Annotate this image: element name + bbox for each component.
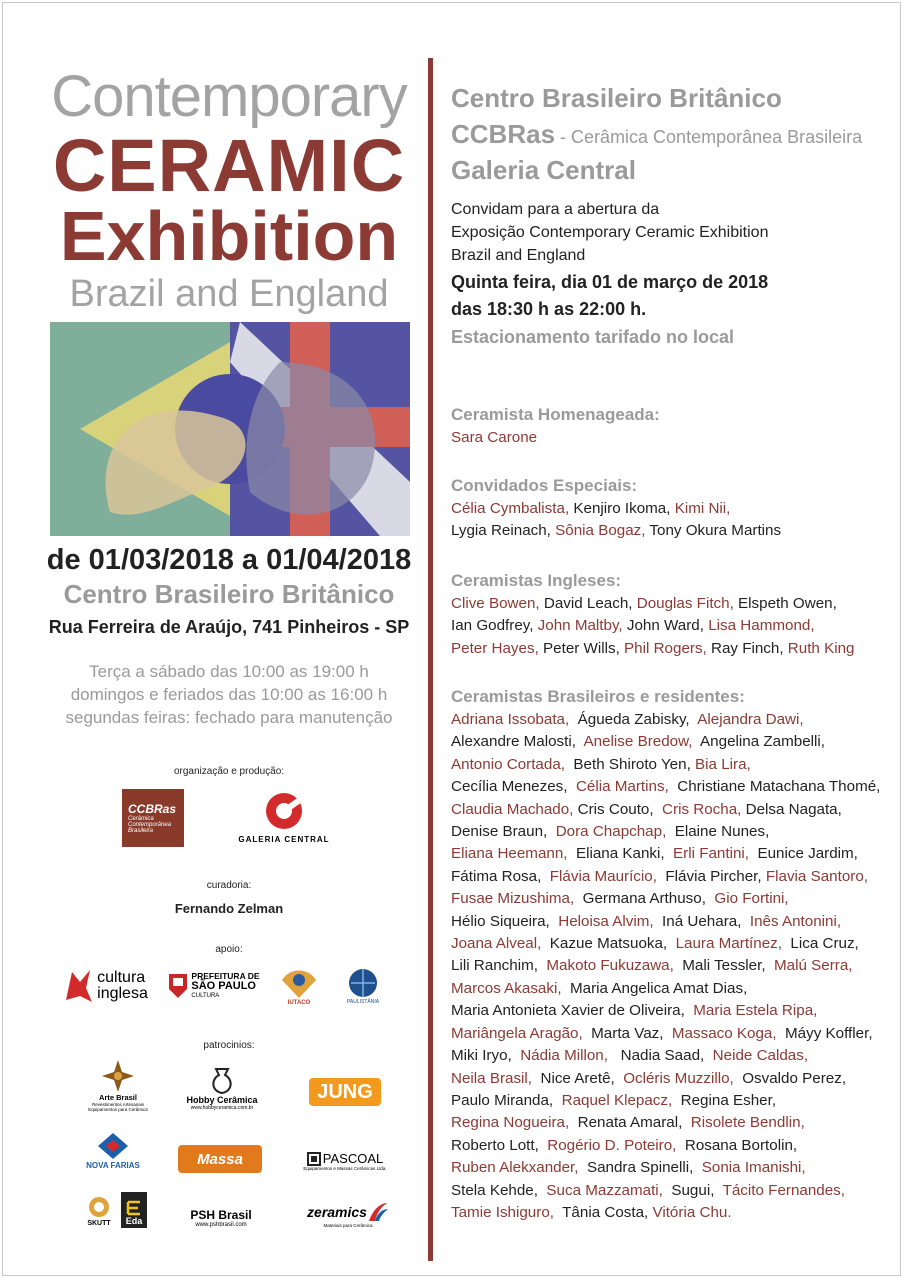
artist-name: Lili Ranchim, [451,957,538,975]
curadoria-label: curadoria: [206,880,252,891]
artist-row [451,933,896,955]
host-ccbras [451,116,891,155]
artist-name: Nadia Saad, [607,1047,705,1065]
iutaco-logo [278,962,320,1010]
artist-row [451,731,896,753]
artist-name: Paulo Miranda, [451,1091,554,1109]
hobby-url: www.hobbyceramica.com.br [190,1105,254,1111]
artist-row [451,1000,896,1022]
arte-brasil-sub: Revestimentos Artesanais [91,1101,145,1107]
artist-name: Delsa Nagata, [741,800,842,818]
pascoal-logo [298,1146,392,1176]
artist-name: Gio Fortini, [705,890,789,908]
artist-name: Cris Couto, [573,800,654,818]
psh-url: www.pshbrasil.com [195,1222,247,1228]
opening-time: das 18:30 h as 22:00 h. [451,299,647,319]
artist-name: Neide Caldas, [704,1047,809,1065]
ccbras-name: CCBRas [451,119,556,149]
artist-name: Iná Uehara, [653,912,742,930]
artist-name: Angelina Zambelli, [692,733,825,751]
artist-name: Elaine Nunes, [666,823,770,841]
artist-name: Ruben Alekxander, [451,1159,579,1177]
artist-name: Osvaldo Perez, [733,1069,847,1087]
hours-line: Terça a sábado das 10:00 as 19:00 h [89,662,369,681]
ccbras-logo [122,789,184,847]
artist-row [451,821,896,843]
prefeitura-text: PREFEITURA DE [191,971,260,981]
artist-name: Flavia Santoro, [761,867,868,885]
ornament-icon [101,1059,135,1093]
artist-name: Nádia Millon, [511,1047,608,1065]
crest-icon [168,973,188,999]
eda-icon [126,1200,142,1216]
title-ceramic: CERAMIC [52,124,406,207]
artist-name: Tamie Ishiguro, [451,1203,554,1221]
artist-name: Roberto Lott, [451,1136,539,1154]
arte-brasil-text: Arte Brasil [99,1092,137,1102]
title-exhibition: Exhibition [59,197,399,275]
artist-name: Lica Cruz, [781,935,859,953]
artist-name: Tony Okura Martins [645,522,782,540]
cultura-sp-text: CULTURA [191,993,220,999]
artist-row [451,978,896,1000]
hands-flags-artwork [50,322,410,536]
artist-row [451,911,896,933]
artist-name: Peter Hayes, [451,639,539,657]
galeria-central-logo [232,786,336,848]
artist-name: Sonia Imanishi, [693,1159,806,1177]
artist-name: Célia Cymbalista, [451,500,570,517]
artist-name: Malú Serra, [765,957,853,975]
artist-name: Renata Amaral, [569,1114,683,1132]
artist-row [451,776,896,798]
nova-farias-logo [78,1126,148,1174]
invitation-line: Convidam para a abertura da [451,201,660,218]
artist-name: Sugui, [662,1181,715,1199]
eda-logo [121,1192,147,1228]
column-divider [428,58,433,1261]
arte-brasil-logo [76,1052,160,1118]
curator-name: Fernando Zelman [174,901,284,916]
artist-name: Flávia Maurício, [541,867,657,885]
artist-name: Fátima Rosa, [451,867,542,885]
artist-name: Eunice Jardim, [749,845,858,863]
artist-name: Mali Tessler, [673,957,766,975]
cultura-text: cultura [97,969,146,986]
apoio-label: apoio: [215,944,243,955]
opening-date: Quinta feira, dia 01 de março de 2018 [451,272,769,292]
arte-brasil-sub: Equipamentos para Cerâmica [88,1106,148,1112]
skutt-logo [82,1190,116,1230]
ccbras-logo-sub: Brasileira [128,828,154,834]
artist-row [451,520,891,542]
artist-name: Bia Lira, [690,755,751,773]
patrocinio-label: patrocinios: [203,1040,255,1051]
artist-name: Nice Aretê, [532,1069,615,1087]
inglesa-text: inglesa [97,985,148,1002]
galeria-central-text: GALERIA CENTRAL [238,834,330,844]
nova-farias-icon [96,1131,130,1161]
artist-row [451,1068,896,1090]
pascoal-text: PASCOAL [322,1151,384,1166]
invitation-line: Exposição Contemporary Ceramic Exhibition [451,224,769,241]
artist-name: Ruth King [783,639,855,657]
artist-name: Peter Wills, [538,639,620,657]
artist-name: Dora Chapchap, [547,823,667,841]
sao-paulo-text: SÃO PAULO [191,980,256,992]
host-galeria: Galeria Central [451,155,636,185]
venue-address: Rua Ferreira de Araújo, 741 Pinheiros - SP [48,617,410,637]
invitation-line: Brazil and England [451,247,586,264]
artist-row [451,955,896,977]
ccbras-logo-name: CCBRas [128,802,177,816]
fan-icon [280,966,318,1000]
artist-name: Inês Antonini, [741,912,842,930]
hours-line: domingos e feriados das 10:00 as 16:00 h [70,685,388,704]
ccbras-logo-sub: Cerâmica [128,816,154,822]
artist-name: Adriana Issobata, [451,711,570,728]
artist-name: Christiane Matachana Thomé, [668,778,881,796]
eda-text: Eda [125,1216,143,1226]
artist-name: Massaco Koga, [663,1024,777,1042]
artist-name: Suca Mazzamati, [537,1181,663,1199]
hours-line: segundas feiras: fechado para manutenção [65,708,393,727]
paulistania-text: PAULISTÂNIA [346,999,380,1005]
iutaco-text: IUTACO [287,1000,311,1006]
artist-row [451,799,896,821]
artist-name: Sônia Bogaz, [550,522,646,540]
pascoal-sub: Equipamentos e Massas Cerâmicas Ltda. [303,1166,387,1171]
zeramics-text: zeramics [307,1203,367,1220]
globe-icon [347,967,379,999]
sun-icon [85,1194,113,1220]
artist-row [451,888,896,910]
artist-name: Flávia Pircher, [656,867,762,885]
artist-row [451,754,896,776]
artist-name: Antonio Cortada, [451,755,565,773]
artist-name: Heloisa Alvim, [549,912,654,930]
artist-name: Claudia Machado, [451,800,574,818]
lion-icon [60,966,94,1006]
artist-name: Regina Esher, [672,1091,777,1109]
artist-name: Cecília Menezes, [451,778,568,796]
artist-row [451,1023,896,1045]
artist-name: Lisa Hammond, [703,617,815,635]
brushstroke-icon [367,1201,389,1223]
artist-name: Lygia Reinach, [451,522,551,540]
galeria-central-icon [264,791,304,831]
artist-name: Ray Finch, [706,639,784,657]
artist-name: Denise Braun, [451,823,548,841]
ccbras-logo-sub: Contemporânea [128,822,172,828]
artist-name: Anelise Bredow, [575,733,693,751]
artist-name: Tânia Costa, [553,1203,649,1221]
artist-name: Kimi Nii, [670,500,731,517]
artist-name: Kazue Matsuoka, [541,935,668,953]
artist-name: Águeda Zabisky, [569,711,690,728]
venue-name: Centro Brasileiro Britânico [63,579,395,609]
honored-label: Ceramista Homenageada: [451,405,660,424]
zeramics-logo [304,1196,392,1232]
artist-row [451,638,891,660]
artist-name: Rogério D. Poteiro, [538,1136,677,1154]
artist-name: Stela Kehde, [451,1181,538,1199]
opening-hours [46,660,412,729]
artist-name: Neila Brasil, [451,1069,533,1087]
invitation-text [451,198,891,267]
artist-row [451,866,896,888]
artist-name: Miki Iryo, [451,1047,512,1065]
artist-row [451,1202,896,1224]
artist-name: Beth Shiroto Yen, [564,755,691,773]
artist-name: Maria Angelica Amat Dias, [561,979,748,997]
parking-note: Estacionamento tarifado no local [451,327,735,347]
artist-row [451,709,896,731]
artist-row [451,593,891,615]
artist-name: Phil Rogers, [619,639,707,657]
org-label: organização e produção: [173,766,285,777]
artist-name: Ian Godfrey, [451,617,534,635]
artist-name: Máyy Koffler, [776,1024,873,1042]
artist-name: Fusae Mizushima, [451,890,575,908]
artist-name: Elspeth Owen, [733,595,837,612]
psh-brasil-logo [178,1204,264,1232]
artist-name: Hélio Siqueira, [451,912,550,930]
artist-row [451,843,896,865]
artist-row [451,1157,896,1179]
skutt-text: SKUTT [87,1219,111,1227]
title-brazil-england: Brazil and England [69,273,389,315]
artist-name: Germana Arthuso, [574,890,706,908]
artist-name: Joana Alveal, [451,935,542,953]
ccbras-subtitle: - Cerâmica Contemporânea Brasileira [555,127,863,147]
artist-name: Marta Vaz, [582,1024,664,1042]
artist-name: Kenjiro Ikoma, [569,500,671,517]
artist-name: Cris Rocha, [653,800,742,818]
artist-row [451,1090,896,1112]
hobby-text: Hobby Cerâmica [186,1095,258,1105]
artist-name: Célia Martins, [567,778,669,796]
artist-name: Sara Carone [451,429,538,446]
english-list [451,593,891,660]
artist-name: Vitória Chu. [648,1203,732,1221]
honored-name [451,427,891,449]
artist-name: Tácito Fernandes, [714,1181,845,1199]
artist-name: Douglas Fitch, [632,595,734,612]
prefeitura-sp-logo [167,968,261,1004]
guests-label: Convidados Especiais: [451,476,638,495]
artist-name: Clive Bowen, [451,595,540,612]
artist-row [451,498,891,520]
guests-list [451,498,891,543]
artist-name: Sandra Spinelli, [578,1159,694,1177]
psh-text: PSH Brasil [190,1208,252,1222]
cultura-inglesa-logo [56,963,152,1009]
artist-row [451,615,891,637]
artist-name: Makoto Fukuzawa, [537,957,674,975]
artist-row [451,1135,896,1157]
hobby-ceramica-logo [180,1064,264,1114]
artist-name: Alejandra Dawi, [689,711,804,728]
title-contemporary: Contemporary [51,64,407,129]
artist-name: David Leach, [539,595,633,612]
artist-name: Mariângela Aragão, [451,1024,583,1042]
brazil-label: Ceramistas Brasileiros e residentes: [451,687,745,706]
vase-icon [207,1067,237,1095]
artist-name: Raquel Klepacz, [553,1091,673,1109]
artist-name: Regina Nogueira, [451,1114,570,1132]
artist-name: Erli Fantini, [664,845,750,863]
paulistania-logo [339,962,387,1010]
jung-logo: JUNG [309,1078,381,1106]
pascoal-icon [307,1152,321,1166]
artist-name: Alexandre Malosti, [451,733,576,751]
brazil-list [451,709,896,1224]
host-venue: Centro Brasileiro Britânico [451,83,782,113]
artist-name: John Maltby, [533,617,623,635]
artist-name: Maria Estela Ripa, [684,1002,818,1020]
artist-name: Risolete Bendlin, [682,1114,805,1132]
massa-logo: Massa [178,1145,262,1173]
english-label: Ceramistas Ingleses: [451,571,622,590]
zeramics-sub: Materiais para Cerâmica [323,1222,373,1228]
artist-name: Eliana Heemann, [451,845,568,863]
artist-row [451,1180,896,1202]
artist-name: Rosana Bortolin, [676,1136,798,1154]
artist-name: John Ward, [622,617,704,635]
artist-name: Laura Martínez, [667,935,782,953]
artist-name: Maria Antonieta Xavier de Oliveira, [451,1002,685,1020]
artist-name: Ocléris Muzzillo, [614,1069,734,1087]
artist-row [451,1045,896,1067]
exhibition-dates: de 01/03/2018 a 01/04/2018 [46,544,412,576]
nova-farias-text: NOVA FARIAS [86,1160,140,1170]
artist-name: Eliana Kanki, [567,845,665,863]
artist-row [451,1112,896,1134]
artist-name: Marcos Akasaki, [451,979,562,997]
